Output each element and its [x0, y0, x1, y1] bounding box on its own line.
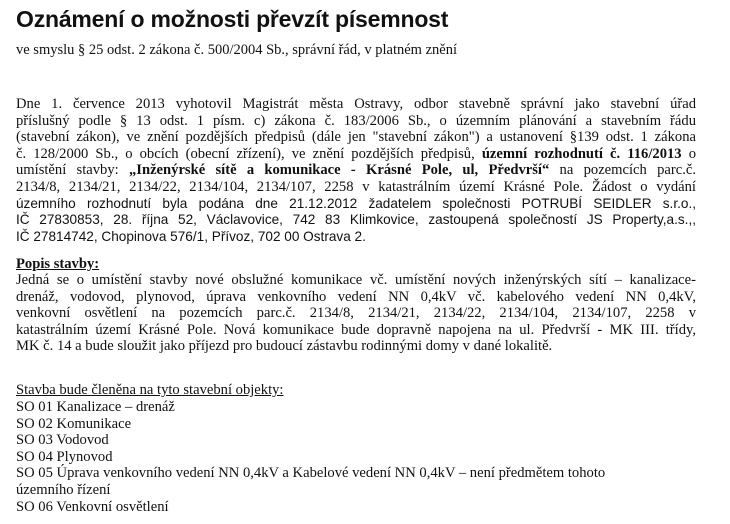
- list-item: SO 02 Komunikace: [16, 415, 132, 432]
- document-title: Oznámení o možnosti převzít písemnost: [16, 6, 449, 32]
- paragraph-line: [16, 162, 696, 179]
- paragraph-line: 2134/8, 2134/21, 2134/22, 2134/104, 2134/107, 2258 v katastrálním území Krásné Pole. Žádost o vydání: [16, 178, 696, 195]
- paragraph-line: venkovní osvětlení na pozemcích parc.č. 2134/8, 2134/21, 2134/22, 2134/104, 2134/107, 2258 v: [16, 305, 696, 322]
- description-paragraph: [16, 272, 696, 355]
- document-subtitle: ve smyslu § 25 odst. 2 zákona č. 500/2004 Sb., správní řád, v platném znění: [16, 42, 457, 58]
- paragraph-line: IČ 27830853, 28. října 52, Václavovice, 742 83 Klimkovice, zastoupená společností JS Property,a.s.,,: [16, 212, 696, 228]
- paragraph-line: Dne 1. července 2013 vyhotovil Magistrát města Ostravy, odbor stavebně správní jako stavební úřad: [16, 96, 696, 112]
- line-text: č. 128/2000 Sb., o obcích (obecní zřízení), ve znění pozdějších předpisů,: [16, 145, 482, 162]
- objects-heading: Stavba bude členěna na tyto stavební objekty:: [16, 382, 284, 398]
- paragraph-line: drenáž, vodovod, plynovod, úprava venkovního vedení NN 0,4kV vč. kabelového vedení NN 0,4kV,: [16, 288, 696, 305]
- paragraph-line: příslušný podle § 13 odst. 1 písm. c) zákona č. 183/2006 Sb., o územním plánování a stavebním řádu: [16, 112, 696, 129]
- objects-list: [16, 399, 605, 515]
- description-heading: Popis stavby:: [16, 256, 100, 272]
- decision-number: územní rozhodnutí č. 116/2013: [481, 145, 682, 162]
- line-text: umístění stavby:: [16, 162, 129, 179]
- paragraph-line: územního rozhodnutí byla podána dne 21.12.2012 žadatelem společnosti POTRUBÍ SEIDLER s.r.o.,: [16, 195, 696, 211]
- paragraph-line: IČ 27814742, Chopinova 576/1, Přívoz, 702 00 Ostrava 2.: [16, 228, 366, 244]
- decision-paragraph: [16, 96, 696, 245]
- paragraph-line: katastrálním území Krásné Pole. Nová komunikace bude dopravně napojena na ul. Předvrší - MK III. třídy,: [16, 321, 696, 338]
- list-item: SO 03 Vodovod: [16, 432, 109, 449]
- list-item: SO 06 Venkovní osvětlení: [16, 498, 169, 515]
- paragraph-line: Jedná se o umístění stavby nové obslužné komunikace vč. umístění nových inženýrských sítí – kanalizace-: [16, 272, 696, 288]
- construction-name: „Inženýrské sítě a komunikace - Krásné Pole, ul, Předvrší“: [128, 162, 550, 179]
- paragraph-line: MK č. 14 a bude sloužit jako příjezd pro budoucí zástavbu rodinnými domy v dané lokalitě.: [16, 338, 553, 355]
- line-text: na pozemcích parc.č.: [549, 162, 696, 179]
- list-item: SO 04 Plynovod: [16, 448, 113, 465]
- list-item: územního řízení: [16, 481, 111, 498]
- list-item: SO 01 Kanalizace – drenáž: [16, 399, 175, 415]
- line-text: o: [681, 145, 696, 162]
- list-item: SO 05 Úprava venkovního vedení NN 0,4kV a Kabelové vedení NN 0,4kV – není předmětem tohoto: [16, 465, 606, 482]
- paragraph-line: (stavební zákon), ve znění pozdějších předpisů (dále jen "stavební zákon") a ustanovení §139 odst. 1 zákona: [16, 129, 696, 146]
- paragraph-line: [16, 146, 696, 163]
